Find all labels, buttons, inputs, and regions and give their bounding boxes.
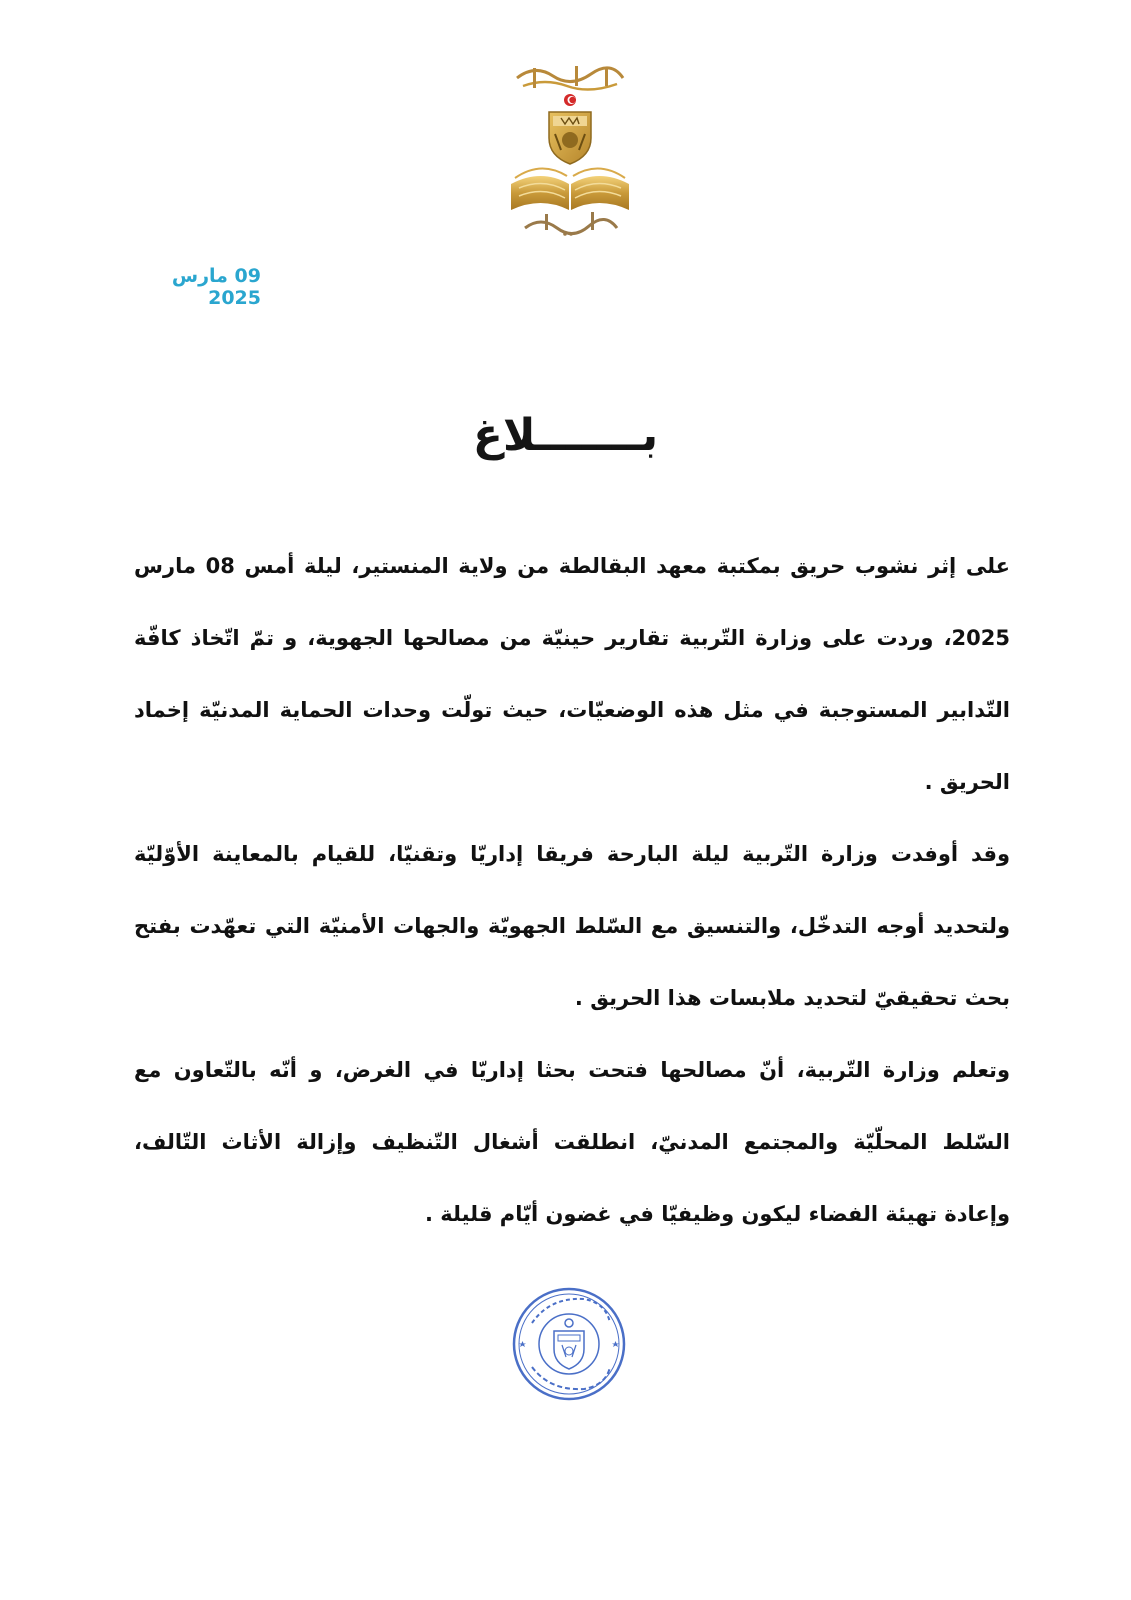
ministry-of-education-emblem-icon	[505, 60, 635, 240]
official-stamp-icon	[510, 1285, 628, 1403]
paragraph-3: وتعلم وزارة التّربية، أنّ مصالحها فتحت بحثا إداريّا في الغرض، و أنّه بالتّعاون مع السّلط المحلّيّة والمجتمع المدنيّ، انطلقت أشغال التّنظيف وإزالة الأثاث التّالف، وإعادة تهيئة الفضاء ليكون وظيفيّا في غضون أيّام قليلة .	[134, 1058, 1010, 1226]
paragraph-1: على إثر نشوب حريق بمكتبة معهد البقالطة من ولاية المنستير، ليلة أمس 08 مارس 2025، وردت على وزارة التّربية تقارير حينيّة من مصالحها الجهوية، و تمّ اتّخاذ كافّة التّدابير المستوجبة في مثل هذه الوضعيّات، حيث تولّت وحدات الحماية المدنيّة إخماد الحريق .	[134, 554, 1011, 794]
document-body	[134, 530, 1010, 1250]
paragraph-2: وقد أوفدت وزارة التّربية ليلة البارحة فريقا إداريّا وتقنيّا، للقيام بالمعاينة الأوّليّة ولتحديد أوجه التدخّل، والتنسيق مع السّلط الجهويّة والجهات الأمنيّة التي تعهّدت بفتح بحث تحقيقيّ لتحديد ملابسات هذا الحريق .	[134, 842, 1010, 1010]
document-title: بـــــــلاغ	[472, 410, 659, 461]
document-date: 09 مارس 2025	[171, 265, 261, 309]
